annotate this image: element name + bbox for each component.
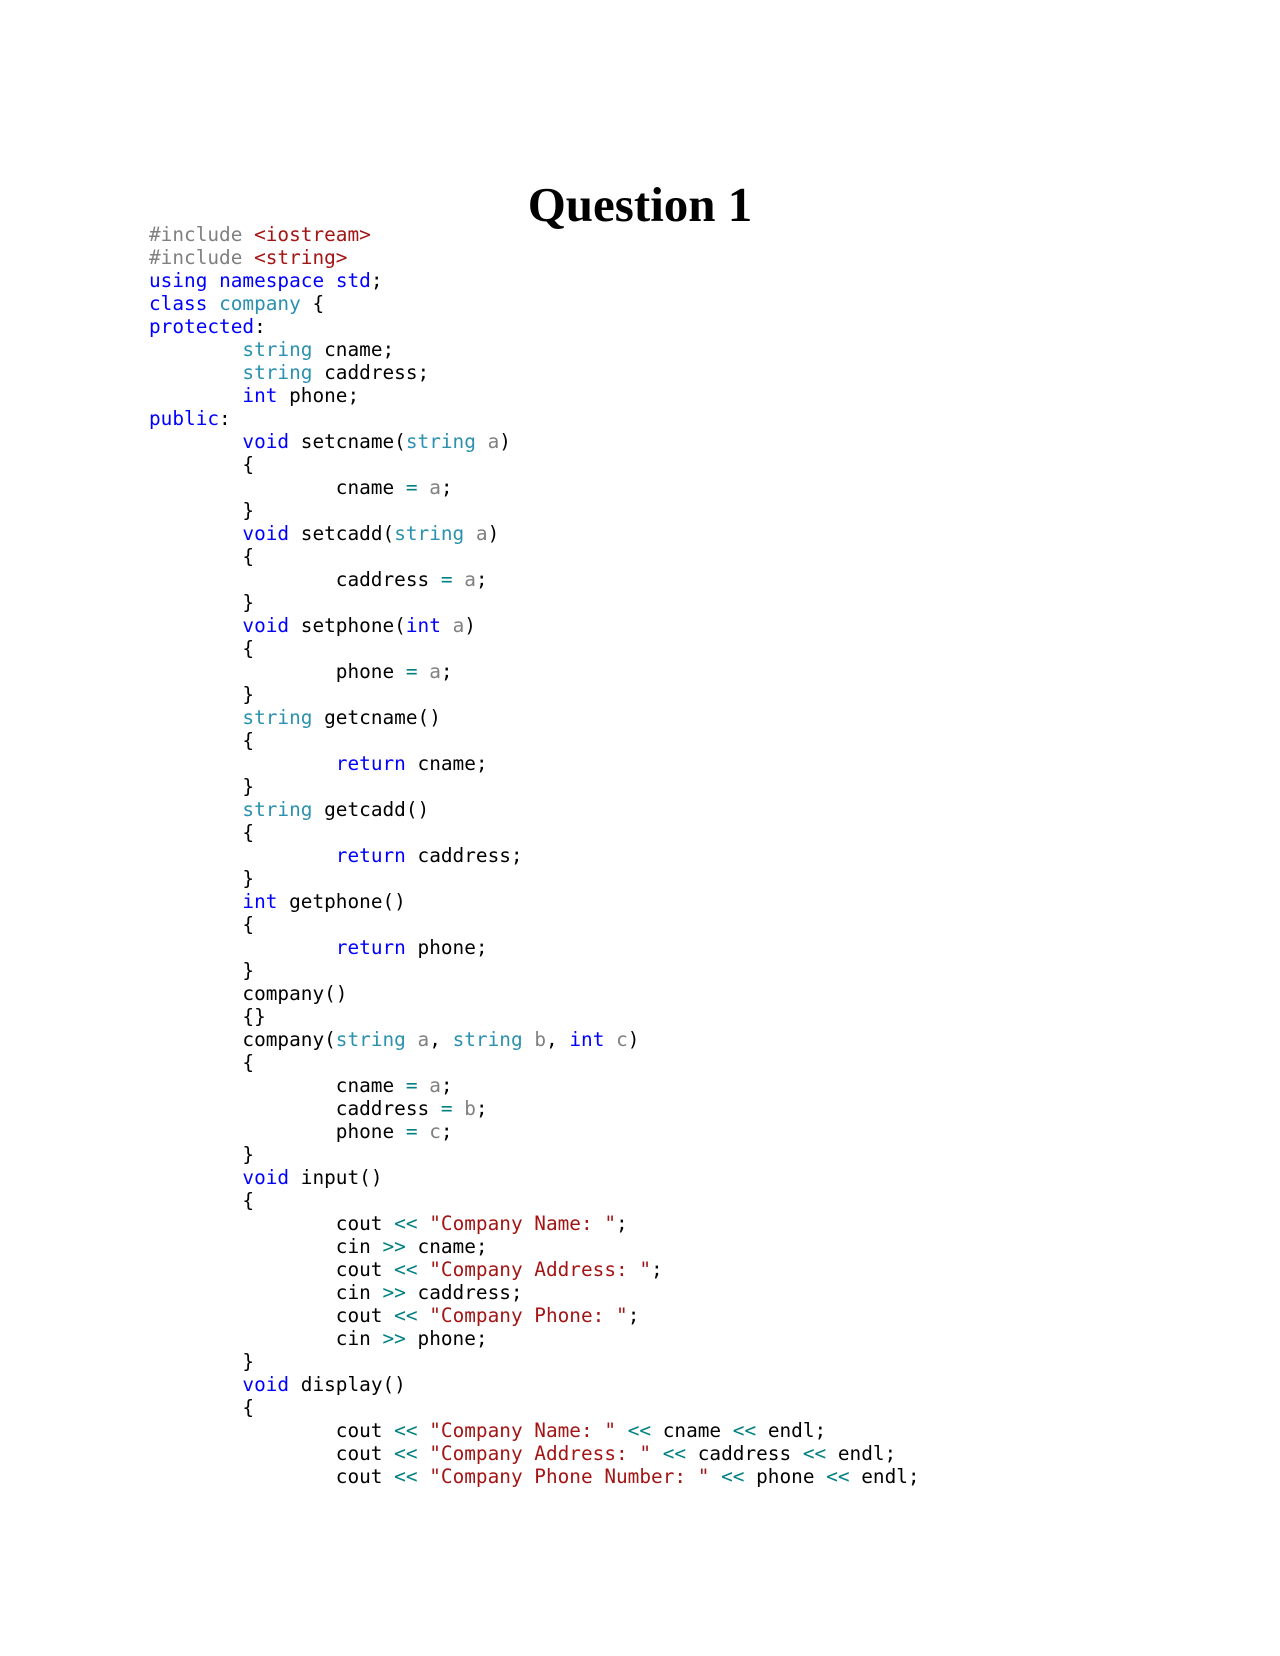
code-text: cout — [149, 1419, 395, 1442]
code-text — [149, 430, 242, 453]
code-text: cname; — [312, 338, 395, 361]
code-line — [149, 1281, 920, 1304]
code-text: ; — [475, 568, 488, 591]
code-line — [149, 522, 920, 545]
code-text: ) — [464, 614, 476, 637]
code-text: phone; — [405, 1327, 488, 1350]
code-line — [149, 890, 920, 913]
code-line — [149, 959, 920, 982]
code-line — [149, 545, 920, 568]
code-line — [149, 223, 920, 246]
keyword: namespace — [219, 269, 325, 292]
code-text — [149, 890, 242, 913]
code-text: endl; — [849, 1465, 920, 1488]
code-text: ; — [616, 1212, 628, 1235]
code-text — [149, 1166, 242, 1189]
code-text: ) — [627, 1028, 640, 1051]
code-line — [149, 361, 920, 384]
code-text: cin — [149, 1281, 383, 1304]
keyword: void — [242, 1373, 290, 1396]
type-name: string — [242, 706, 313, 729]
type-name: string — [242, 338, 313, 361]
code-line — [149, 453, 920, 476]
code-line — [149, 568, 920, 591]
string-literal: "Company Name: " — [429, 1212, 617, 1235]
code-text: ; — [475, 1097, 488, 1120]
code-text — [207, 292, 219, 315]
code-line — [149, 384, 920, 407]
keyword: return — [335, 844, 406, 867]
code-line — [149, 1327, 920, 1350]
parameter: a — [417, 1028, 430, 1051]
code-text — [149, 522, 242, 545]
code-text — [149, 706, 242, 729]
code-text: ; — [440, 1120, 453, 1143]
code-text: setcname( — [289, 430, 406, 453]
parameter: a — [475, 522, 488, 545]
code-line — [149, 1097, 920, 1120]
code-line — [149, 1419, 920, 1442]
keyword: void — [242, 1166, 290, 1189]
code-text: cout — [149, 1258, 395, 1281]
code-text: cname; — [405, 1235, 488, 1258]
code-text — [709, 1465, 721, 1488]
code-text — [418, 1074, 430, 1097]
operator: = — [405, 1074, 418, 1097]
keyword: int — [569, 1028, 605, 1051]
operator: << — [721, 1465, 745, 1488]
code-text: cname — [149, 476, 406, 499]
code-line — [149, 936, 920, 959]
code-block — [149, 223, 920, 1488]
code-line — [149, 706, 920, 729]
code-text: : — [219, 407, 231, 430]
code-text: getcname() — [312, 706, 441, 729]
parameter: a — [452, 614, 465, 637]
code-text: caddress — [149, 568, 441, 591]
code-text — [149, 752, 336, 775]
code-text — [441, 614, 453, 637]
string-literal: "Company Address: " — [429, 1442, 652, 1465]
code-text — [149, 614, 242, 637]
code-line — [149, 775, 920, 798]
preprocessor: #include — [149, 246, 255, 269]
code-line — [149, 1143, 920, 1166]
code-text: ; — [440, 660, 453, 683]
code-text: { — [149, 821, 255, 844]
code-text — [418, 476, 430, 499]
type-name: string — [242, 361, 313, 384]
code-text: ; — [627, 1304, 640, 1327]
code-line — [149, 1051, 920, 1074]
code-text — [523, 1028, 535, 1051]
code-text: caddress — [149, 1097, 441, 1120]
code-text: { — [149, 1189, 255, 1212]
code-line — [149, 821, 920, 844]
keyword: return — [335, 752, 406, 775]
code-line — [149, 1074, 920, 1097]
code-text: endl; — [826, 1442, 897, 1465]
code-line — [149, 269, 920, 292]
string-literal: "Company Address: " — [429, 1258, 652, 1281]
string-literal: "Company Phone Number: " — [429, 1465, 710, 1488]
code-text — [616, 1419, 628, 1442]
operator: << — [826, 1465, 850, 1488]
keyword: int — [242, 384, 278, 407]
code-text: cin — [149, 1327, 383, 1350]
code-text: phone; — [277, 384, 360, 407]
code-text — [418, 1304, 430, 1327]
code-line — [149, 1442, 920, 1465]
operator: >> — [382, 1327, 406, 1350]
code-text — [651, 1442, 663, 1465]
code-text: setphone( — [289, 614, 406, 637]
code-text — [149, 338, 242, 361]
code-line — [149, 1189, 920, 1212]
code-line — [149, 1258, 920, 1281]
parameter: a — [429, 1074, 441, 1097]
code-text — [418, 1258, 430, 1281]
operator: >> — [382, 1235, 406, 1258]
code-line — [149, 499, 920, 522]
code-text: display() — [289, 1373, 406, 1396]
code-text: phone — [149, 660, 406, 683]
string-literal: <string> — [254, 246, 348, 269]
code-line — [149, 683, 920, 706]
code-text: } — [149, 499, 255, 522]
code-line — [149, 1005, 920, 1028]
code-text: getphone() — [277, 890, 406, 913]
type-name: string — [452, 1028, 523, 1051]
code-text: cin — [149, 1235, 383, 1258]
code-text: , — [429, 1028, 453, 1051]
code-text: ; — [440, 476, 453, 499]
keyword: public — [149, 407, 220, 430]
keyword: return — [335, 936, 406, 959]
code-line — [149, 844, 920, 867]
operator: << — [394, 1419, 418, 1442]
code-text: getcadd() — [312, 798, 430, 821]
code-text — [149, 384, 242, 407]
code-line — [149, 660, 920, 683]
code-text: : — [254, 315, 266, 338]
code-text — [476, 430, 488, 453]
type-name: string — [242, 798, 313, 821]
page-title: Question 1 — [527, 176, 753, 232]
code-text: } — [149, 1143, 255, 1166]
code-text — [418, 1442, 430, 1465]
code-line — [149, 1028, 920, 1051]
code-text — [418, 1120, 430, 1143]
keyword: void — [242, 614, 290, 637]
parameter: c — [616, 1028, 628, 1051]
string-literal: <iostream> — [254, 223, 371, 246]
code-line — [149, 292, 920, 315]
keyword: void — [242, 522, 290, 545]
code-text: ) — [487, 522, 500, 545]
code-text: cname — [149, 1074, 406, 1097]
keyword: class — [149, 292, 208, 315]
code-text — [464, 522, 476, 545]
code-line — [149, 591, 920, 614]
code-text: { — [300, 292, 325, 315]
code-text — [418, 1465, 430, 1488]
code-line — [149, 476, 920, 499]
code-text: { — [149, 1396, 255, 1419]
code-text — [324, 269, 336, 292]
operator: << — [802, 1442, 827, 1465]
code-line — [149, 1166, 920, 1189]
code-text: { — [149, 913, 255, 936]
operator: = — [440, 568, 453, 591]
type-name: string — [405, 430, 476, 453]
code-line — [149, 1350, 920, 1373]
code-text — [406, 1028, 418, 1051]
code-line — [149, 315, 920, 338]
code-text: cout — [149, 1442, 395, 1465]
code-text — [418, 660, 430, 683]
code-text: { — [149, 1051, 255, 1074]
operator: << — [394, 1465, 418, 1488]
operator: << — [394, 1442, 418, 1465]
code-line — [149, 1465, 920, 1488]
code-text — [207, 269, 219, 292]
code-text: } — [149, 683, 255, 706]
operator: << — [394, 1258, 418, 1281]
keyword: void — [242, 430, 290, 453]
string-literal: "Company Name: " — [429, 1419, 617, 1442]
code-text — [453, 568, 465, 591]
code-text: } — [149, 591, 255, 614]
keyword: std — [335, 269, 371, 292]
parameter: a — [487, 430, 500, 453]
operator: << — [627, 1419, 652, 1442]
operator: = — [405, 476, 418, 499]
code-line — [149, 913, 920, 936]
operator: = — [405, 660, 418, 683]
code-text: phone; — [405, 936, 488, 959]
operator: << — [732, 1419, 757, 1442]
code-text: cname; — [405, 752, 488, 775]
code-text: setcadd( — [289, 522, 395, 545]
string-literal: "Company Phone: " — [429, 1304, 628, 1327]
code-line — [149, 752, 920, 775]
code-text: , — [546, 1028, 570, 1051]
code-line — [149, 1373, 920, 1396]
operator: << — [662, 1442, 687, 1465]
code-text: } — [149, 1350, 255, 1373]
code-line — [149, 982, 920, 1005]
code-line — [149, 1235, 920, 1258]
code-text — [149, 361, 242, 384]
operator: << — [394, 1212, 418, 1235]
code-text: cout — [149, 1465, 395, 1488]
code-text: { — [149, 729, 255, 752]
code-text — [418, 1419, 430, 1442]
code-text: ; — [440, 1074, 453, 1097]
preprocessor: #include — [149, 223, 255, 246]
code-text: ) — [499, 430, 511, 453]
parameter: a — [429, 660, 441, 683]
operator: >> — [382, 1281, 406, 1304]
code-text — [149, 936, 336, 959]
code-line — [149, 407, 920, 430]
code-text: } — [149, 775, 255, 798]
code-line — [149, 338, 920, 361]
code-line — [149, 867, 920, 890]
code-text: } — [149, 959, 255, 982]
code-text: {} — [149, 1005, 266, 1028]
code-line — [149, 1304, 920, 1327]
type-name: string — [335, 1028, 406, 1051]
code-line — [149, 246, 920, 269]
code-text: phone — [744, 1465, 827, 1488]
code-text: company() — [149, 982, 348, 1005]
keyword: int — [242, 890, 278, 913]
code-text: caddress; — [312, 361, 430, 384]
code-text: { — [149, 453, 255, 476]
operator: = — [405, 1120, 418, 1143]
code-text: ; — [651, 1258, 663, 1281]
code-line — [149, 1396, 920, 1419]
code-text — [418, 1212, 430, 1235]
keyword: int — [405, 614, 441, 637]
code-text: } — [149, 867, 255, 890]
keyword: using — [149, 269, 208, 292]
code-text — [149, 798, 242, 821]
code-line — [149, 637, 920, 660]
code-line — [149, 430, 920, 453]
code-text: cout — [149, 1212, 395, 1235]
code-text: caddress; — [405, 1281, 523, 1304]
type-name: string — [394, 522, 465, 545]
keyword: protected — [149, 315, 255, 338]
operator: = — [440, 1097, 453, 1120]
code-text: { — [149, 637, 255, 660]
code-line — [149, 614, 920, 637]
parameter: a — [464, 568, 476, 591]
code-text — [149, 1373, 242, 1396]
parameter: c — [429, 1120, 441, 1143]
code-line — [149, 1120, 920, 1143]
type-name: company — [219, 292, 301, 315]
code-text: caddress; — [405, 844, 523, 867]
parameter: b — [534, 1028, 546, 1051]
code-text — [149, 844, 336, 867]
code-text: { — [149, 545, 255, 568]
code-text — [604, 1028, 616, 1051]
code-text: cout — [149, 1304, 395, 1327]
code-text: input() — [289, 1166, 383, 1189]
parameter: b — [464, 1097, 476, 1120]
code-text: caddress — [686, 1442, 803, 1465]
code-text: company( — [149, 1028, 336, 1051]
code-line — [149, 729, 920, 752]
code-text: phone — [149, 1120, 406, 1143]
code-text: ; — [370, 269, 383, 292]
code-text: endl; — [756, 1419, 827, 1442]
code-text — [453, 1097, 465, 1120]
code-line — [149, 1212, 920, 1235]
operator: << — [394, 1304, 418, 1327]
parameter: a — [429, 476, 441, 499]
code-text: cname — [651, 1419, 733, 1442]
code-line — [149, 798, 920, 821]
